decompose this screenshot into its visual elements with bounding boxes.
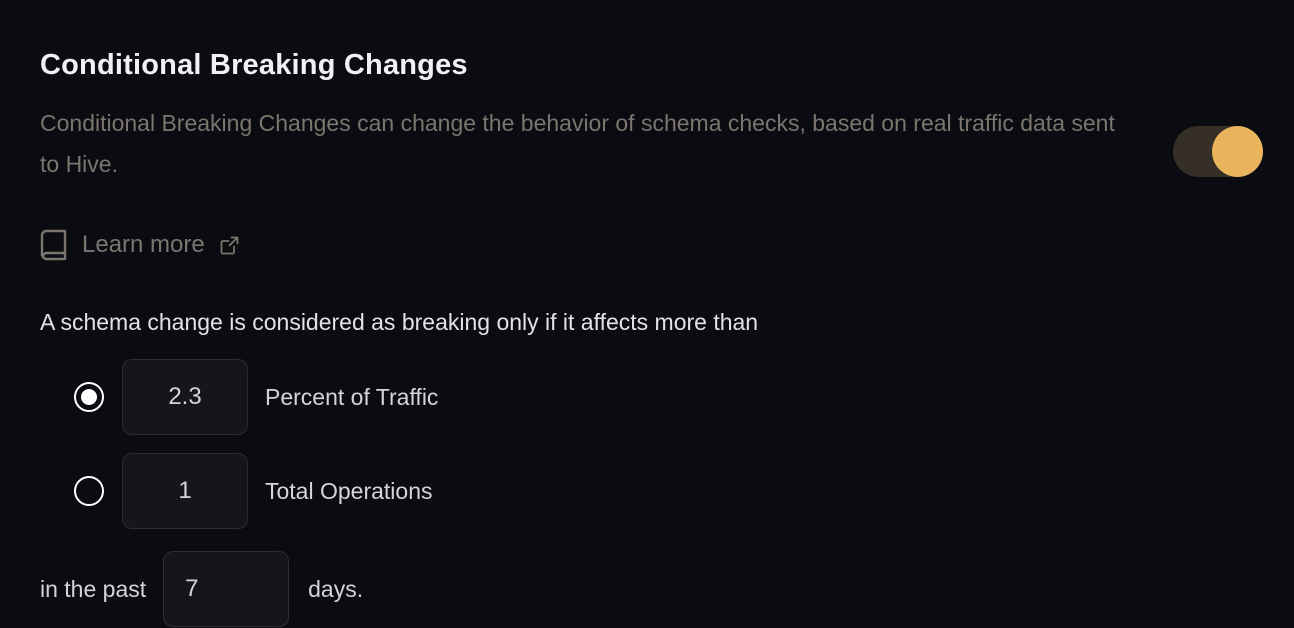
toggle-knob [1212, 126, 1263, 177]
page-title: Conditional Breaking Changes [40, 49, 468, 81]
period-prefix: in the past [40, 575, 147, 602]
total-operations-row [74, 453, 1254, 529]
period-row [40, 551, 1254, 627]
period-days-input[interactable] [163, 551, 289, 627]
percent-of-traffic-radio[interactable] [74, 382, 104, 412]
page-description: Conditional Breaking Changes can change the behavior of schema checks, based on real traffic data sent to Hive. [40, 110, 1115, 177]
learn-more-label: Learn more [82, 231, 205, 258]
total-operations-radio[interactable] [74, 476, 104, 506]
percent-of-traffic-row [74, 359, 1254, 435]
threshold-sentence: A schema change is considered as breaking only if it affects more than [40, 309, 759, 335]
percent-of-traffic-input[interactable] [122, 359, 248, 435]
percent-of-traffic-label: Percent of Traffic [265, 383, 439, 410]
total-operations-label: Total Operations [265, 477, 433, 504]
enable-toggle[interactable] [1173, 126, 1263, 177]
total-operations-input[interactable] [122, 453, 248, 529]
external-link-icon [220, 236, 239, 255]
period-suffix: days. [308, 575, 364, 602]
learn-more-link[interactable] [40, 229, 239, 261]
book-icon [40, 229, 67, 261]
